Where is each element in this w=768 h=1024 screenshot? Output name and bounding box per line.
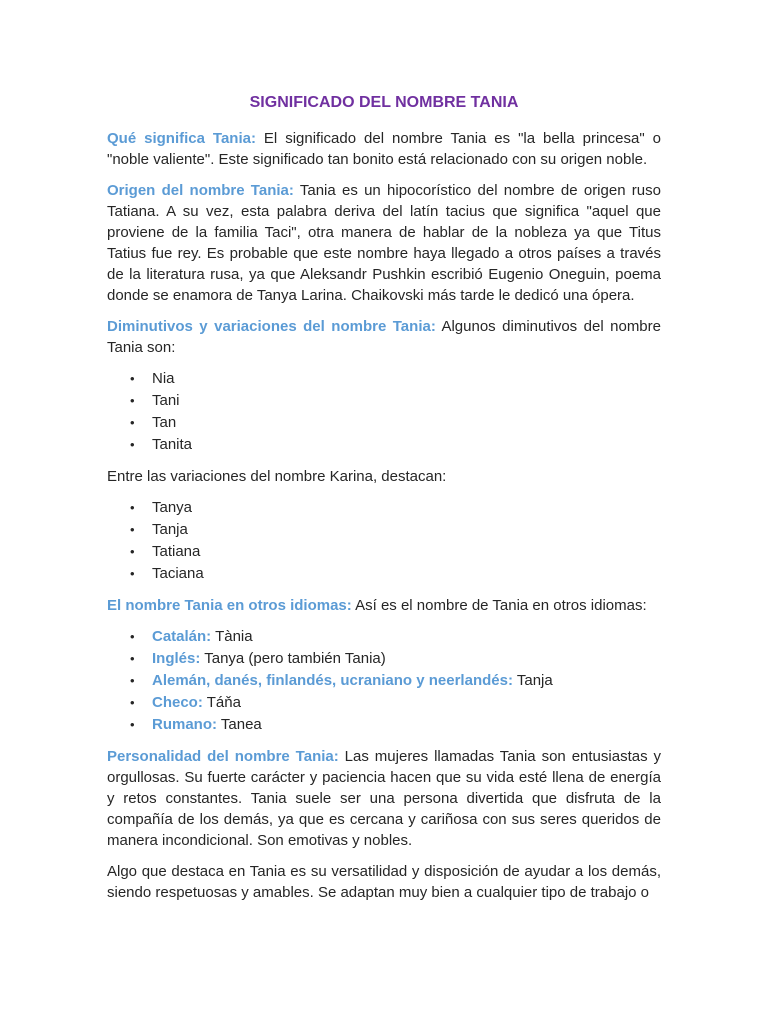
language-label: Checo: bbox=[152, 694, 203, 711]
meaning-paragraph bbox=[107, 128, 661, 170]
variation-value: Tanya bbox=[152, 499, 193, 516]
origin-label: Origen del nombre Tania: bbox=[107, 182, 294, 199]
list-item bbox=[130, 519, 661, 541]
bullet-icon: • bbox=[130, 393, 135, 408]
languages-label: El nombre Tania en otros idiomas: bbox=[107, 597, 352, 614]
list-item bbox=[130, 648, 661, 670]
personality-text: Las mujeres llamadas Tania son entusiastas y orgullosas. Su fuerte carácter y paciencia hacen que su vida esté llena de energía y retos constantes. Tania suele ser una persona divertida que disfruta de la compañía de los demás, ya que es cercana y cariñosa con sus seres queridos de manera incondicional. Son emotivas y nobles. bbox=[107, 748, 662, 849]
meaning-label: Qué significa Tania: bbox=[107, 130, 256, 147]
list-item bbox=[130, 563, 661, 585]
bullet-icon: • bbox=[130, 371, 135, 386]
language-label: Catalán: bbox=[152, 628, 212, 645]
bullet-icon: • bbox=[130, 544, 135, 559]
language-label: Inglés: bbox=[152, 650, 201, 667]
list-item bbox=[130, 368, 661, 390]
language-label: Rumano: bbox=[152, 716, 217, 733]
variation-value: Tanja bbox=[152, 521, 188, 538]
languages-paragraph bbox=[107, 595, 661, 616]
bullet-icon: • bbox=[130, 717, 135, 732]
variation-value: Taciana bbox=[152, 565, 204, 582]
variations-paragraph: Entre las variaciones del nombre Karina, destacan: bbox=[107, 468, 447, 485]
list-item bbox=[130, 497, 661, 519]
bullet-icon: • bbox=[130, 566, 135, 581]
bullet-icon: • bbox=[130, 651, 135, 666]
list-item bbox=[130, 412, 661, 434]
diminutives-list bbox=[107, 368, 661, 456]
language-value: Tanya (pero también Tania) bbox=[200, 650, 386, 667]
bullet-icon: • bbox=[130, 695, 135, 710]
meaning-text: El significado del nombre Tania es "la bella princesa" o "noble valiente". Este significado tan bonito está relacionado con su origen noble. bbox=[107, 130, 661, 168]
languages-list bbox=[107, 626, 661, 736]
list-item bbox=[130, 714, 661, 736]
personality-label: Personalidad del nombre Tania: bbox=[107, 748, 339, 765]
diminutive-value: Tanita bbox=[152, 436, 193, 453]
list-item bbox=[130, 434, 661, 456]
language-value: Tanja bbox=[512, 672, 553, 689]
language-label: Alemán, danés, finlandés, ucraniano y neerlandés: bbox=[152, 672, 513, 689]
language-value: Tanea bbox=[217, 716, 262, 733]
variation-value: Tatiana bbox=[152, 543, 201, 560]
diminutive-value: Nia bbox=[152, 370, 175, 387]
document-title: SIGNIFICADO DEL NOMBRE TANIA bbox=[249, 94, 519, 111]
personality-paragraph bbox=[107, 746, 661, 851]
bullet-icon: • bbox=[130, 522, 135, 537]
origin-text: Tania es un hipocorístico del nombre de origen ruso Tatiana. A su vez, esta palabra deriva del latín tacius que significa "aquel que proviene de la familia Taci", otra manera de hablar de la nobleza ya que Titus Tatius fue rey. Es probable que este nombre haya llegado a otros países a través de la literatura rusa, ya que Aleksandr Pushkin escribió Eugenio Oneguin, poema donde se enamora de Tanya Larina. Chaikovski más tarde le dedicó una ópera. bbox=[107, 182, 661, 304]
language-value: Tània bbox=[211, 628, 253, 645]
diminutives-paragraph bbox=[107, 316, 661, 358]
origin-paragraph bbox=[107, 180, 661, 306]
language-value: Táňa bbox=[202, 694, 241, 711]
languages-text: Así es el nombre de Tania en otros idiomas: bbox=[351, 597, 647, 614]
closing-paragraph: Algo que destaca en Tania es su versatilidad y disposición de ayudar a los demás, siendo respetuosas y amables. Se adaptan muy bien a cualquier tipo de trabajo o bbox=[107, 863, 661, 901]
variations-list bbox=[107, 497, 661, 585]
bullet-icon: • bbox=[130, 500, 135, 515]
list-item bbox=[130, 390, 661, 412]
diminutives-text: Algunos diminutivos del nombre Tania son: bbox=[107, 318, 661, 356]
list-item bbox=[130, 541, 661, 563]
diminutives-label: Diminutivos y variaciones del nombre Tania: bbox=[107, 318, 436, 335]
diminutive-value: Tani bbox=[152, 392, 180, 409]
list-item bbox=[130, 626, 661, 648]
diminutive-value: Tan bbox=[152, 414, 177, 431]
bullet-icon: • bbox=[130, 673, 135, 688]
list-item bbox=[130, 670, 661, 692]
list-item bbox=[130, 692, 661, 714]
bullet-icon: • bbox=[130, 629, 135, 644]
bullet-icon: • bbox=[130, 437, 135, 452]
bullet-icon: • bbox=[130, 415, 135, 430]
